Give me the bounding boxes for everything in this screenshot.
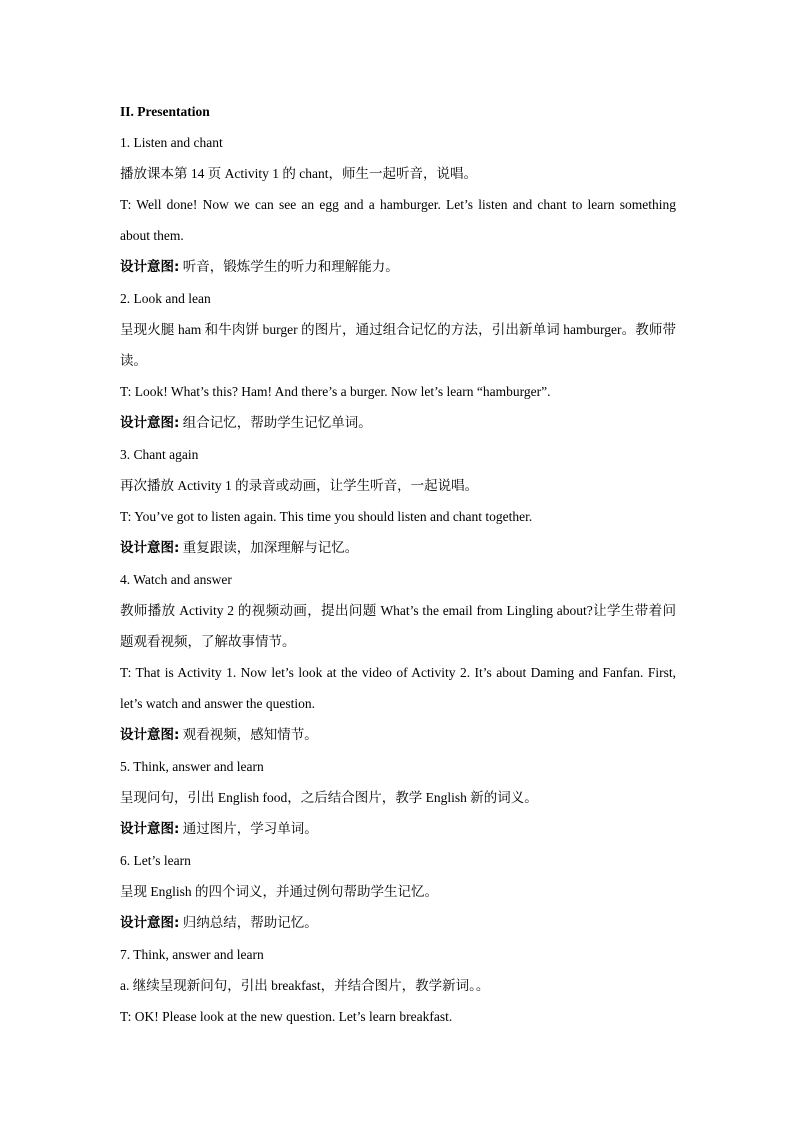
step-heading: 7. Think, answer and learn: [120, 947, 264, 962]
design-intent-label: 设计意图:: [120, 821, 180, 837]
paragraph: 再次播放 Activity 1 的录音或动画，让学生听音，一起说唱。: [120, 478, 479, 493]
paragraph: 呈现问句，引出 English food，之后结合图片，教学 English 新的词义。: [120, 790, 538, 805]
design-intent-note: [120, 532, 676, 564]
design-intent-text: 观看视频，感知情节。: [179, 727, 318, 742]
design-intent-note: [120, 813, 676, 845]
design-intent-text: 重复跟读，加深理解与记忆。: [179, 540, 359, 555]
step-heading: 5. Think, answer and learn: [120, 759, 264, 774]
paragraph: 呈现 English 的四个词义，并通过例句帮助学生记忆。: [120, 884, 439, 899]
paragraph: 呈现火腿 ham 和牛肉饼 burger 的图片，通过组合记忆的方法，引出新单词 hamburger。教师带读。: [120, 322, 676, 368]
document-body: [120, 96, 676, 1032]
teacher-dialogue: T: That is Activity 1. Now let’s look at the video of Activity 2. It’s about Daming and Fanfan. First, let’s watch and answer the question.: [120, 665, 676, 711]
design-intent-label: 设计意图:: [120, 259, 180, 275]
teacher-dialogue: T: Well done! Now we can see an egg and a hamburger. Let’s listen and chant to learn something about them.: [120, 197, 676, 243]
step-heading: 1. Listen and chant: [120, 135, 223, 150]
design-intent-label: 设计意图:: [120, 540, 180, 556]
step-heading: 6. Let’s learn: [120, 853, 191, 868]
design-intent-label: 设计意图:: [120, 415, 180, 431]
step-heading: 4. Watch and answer: [120, 572, 232, 587]
section-title: II. Presentation: [120, 104, 210, 119]
teacher-dialogue: T: Look! What’s this? Ham! And there’s a burger. Now let’s learn “hamburger”.: [120, 384, 551, 399]
teacher-dialogue: T: OK! Please look at the new question. Let’s learn breakfast.: [120, 1009, 453, 1024]
paragraph: 教师播放 Activity 2 的视频动画，提出问题 What’s the email from Lingling about?让学生带着问题观看视频，了解故事情节。: [120, 603, 676, 649]
design-intent-label: 设计意图:: [120, 727, 180, 743]
design-intent-note: [120, 907, 676, 939]
design-intent-text: 归纳总结，帮助记忆。: [179, 915, 318, 930]
design-intent-text: 组合记忆，帮助学生记忆单词。: [179, 415, 372, 430]
design-intent-label: 设计意图:: [120, 915, 180, 931]
step-heading: 3. Chant again: [120, 447, 199, 462]
design-intent-note: [120, 719, 676, 751]
paragraph: a. 继续呈现新问句，引出 breakfast，并结合图片，教学新词。。: [120, 978, 490, 993]
design-intent-text: 听音，锻炼学生的听力和理解能力。: [179, 259, 399, 274]
design-intent-note: [120, 251, 676, 283]
teacher-dialogue: T: You’ve got to listen again. This time you should listen and chant together.: [120, 509, 533, 524]
design-intent-text: 通过图片，学习单词。: [179, 821, 318, 836]
step-heading: 2. Look and lean: [120, 291, 211, 306]
design-intent-note: [120, 407, 676, 439]
paragraph: 播放课本第 14 页 Activity 1 的 chant，师生一起听音，说唱。: [120, 166, 477, 181]
